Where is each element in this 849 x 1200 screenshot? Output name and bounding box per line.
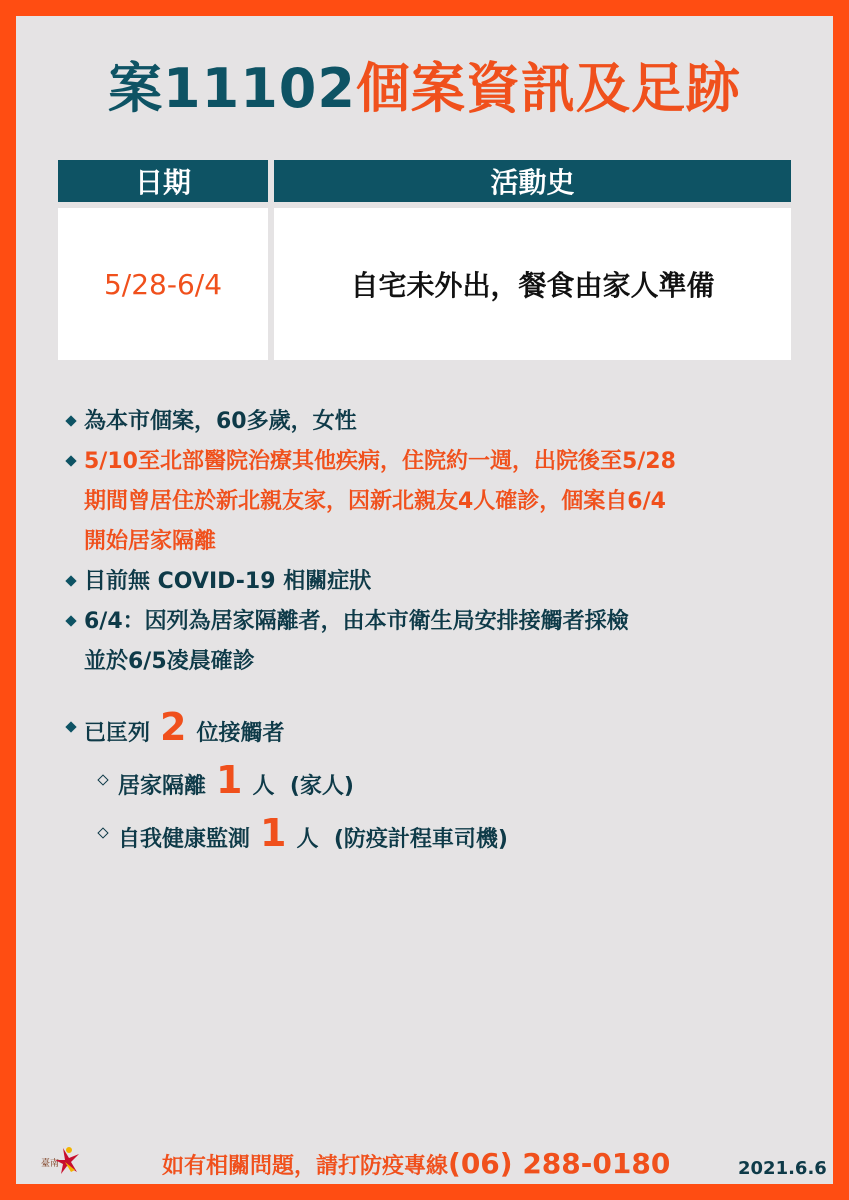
list-item: 5/10至北部醫院治療其他疾病，住院約一週，出院後至5/28 — [64, 442, 793, 482]
table-cell-activity: 自宅未外出，餐食由家人準備 — [274, 208, 791, 360]
tainan-city-logo — [41, 1144, 81, 1178]
hotline-notice: 如有相關問題，請打防疫專線(06) 288-0180 — [162, 1147, 671, 1180]
contacts-count: 2 — [160, 705, 187, 749]
diamond-bullet-icon — [65, 721, 76, 732]
diamond-bullet-icon — [65, 615, 76, 626]
table-cell-date: 5/28-6/4 — [58, 208, 268, 360]
hollow-diamond-icon — [97, 774, 108, 785]
diamond-bullet-icon — [65, 575, 76, 586]
diamond-bullet-icon — [65, 455, 76, 466]
case-number: 案11102 — [108, 57, 356, 120]
list-item-continuation: 開始居家隔離 — [84, 529, 217, 554]
list-item: 6/4：因列為居家隔離者，由本市衛生局安排接觸者採檢 — [64, 602, 793, 642]
contact-item-self-monitoring: 自我健康監測 1 人 (防疫計程車司機) — [64, 810, 793, 863]
diamond-bullet-icon — [65, 415, 76, 426]
svg-text:臺南: 臺南 — [41, 1159, 60, 1169]
title-main: 個案資訊及足跡 — [355, 57, 741, 120]
list-item: 目前無 COVID-19 相關症狀 — [64, 562, 793, 602]
hotline-number: (06) 288-0180 — [448, 1147, 671, 1180]
page-title — [16, 54, 833, 124]
content-panel — [16, 16, 833, 1184]
list-item-continuation: 並於6/5凌晨確診 — [84, 649, 255, 674]
list-item: 為本市個案，60多歲，女性 — [64, 402, 793, 442]
contact-item-quarantine: 居家隔離 1 人 (家人) — [64, 757, 793, 810]
case-details — [64, 402, 793, 863]
table-header-activity: 活動史 — [274, 160, 791, 202]
hollow-diamond-icon — [97, 827, 108, 838]
publish-date: 2021.6.6 — [738, 1158, 827, 1179]
table-header-date: 日期 — [58, 160, 268, 202]
list-item-continuation: 期間曾居住於新北親友家，因新北親友4人確診，個案自6/4 — [84, 489, 666, 514]
contacts-summary: 已匡列 2 位接觸者 — [64, 704, 793, 757]
